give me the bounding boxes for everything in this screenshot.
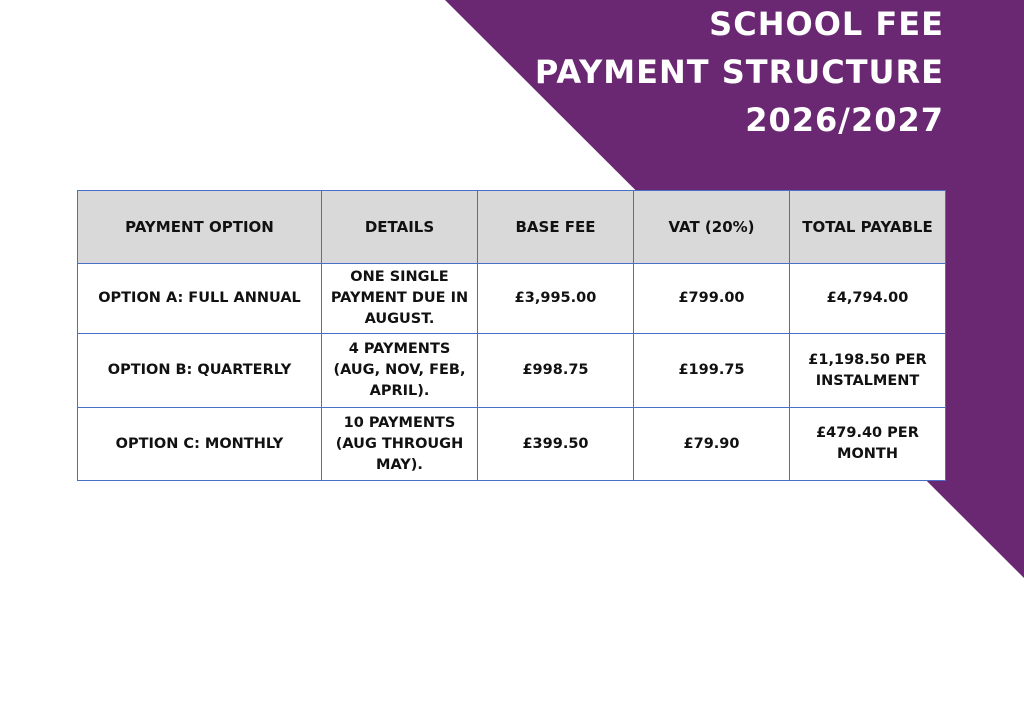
- table-row: [78, 264, 946, 334]
- header-vat: VAT (20%): [634, 191, 790, 264]
- header-details: DETAILS: [322, 191, 478, 264]
- cell-details: 4 PAYMENTS (AUG, NOV, FEB, APRIL).: [322, 334, 478, 408]
- cell-details: ONE SINGLE PAYMENT DUE IN AUGUST.: [322, 264, 478, 334]
- title-line-2: PAYMENT STRUCTURE: [534, 53, 944, 91]
- header-base-fee: BASE FEE: [478, 191, 634, 264]
- cell-vat: £79.90: [634, 408, 790, 481]
- cell-option: OPTION B: QUARTERLY: [78, 334, 322, 408]
- table-row: [78, 334, 946, 408]
- cell-option: OPTION A: FULL ANNUAL: [78, 264, 322, 334]
- cell-vat: £199.75: [634, 334, 790, 408]
- table-row: [78, 408, 946, 481]
- cell-base-fee: £399.50: [478, 408, 634, 481]
- cell-vat: £799.00: [634, 264, 790, 334]
- header-total-payable: TOTAL PAYABLE: [790, 191, 946, 264]
- cell-option: OPTION C: MONTHLY: [78, 408, 322, 481]
- cell-total: £479.40 PER MONTH: [790, 408, 946, 481]
- title-line-1: SCHOOL FEE: [709, 5, 944, 43]
- cell-total: £4,794.00: [790, 264, 946, 334]
- title-line-3: 2026/2027: [745, 101, 944, 139]
- cell-base-fee: £3,995.00: [478, 264, 634, 334]
- cell-base-fee: £998.75: [478, 334, 634, 408]
- header-payment-option: PAYMENT OPTION: [78, 191, 322, 264]
- document-title: [535, 0, 944, 144]
- cell-details: 10 PAYMENTS (AUG THROUGH MAY).: [322, 408, 478, 481]
- cell-total: £1,198.50 PER INSTALMENT: [790, 334, 946, 408]
- fee-structure-table: [77, 190, 946, 481]
- table-header-row: [78, 191, 946, 264]
